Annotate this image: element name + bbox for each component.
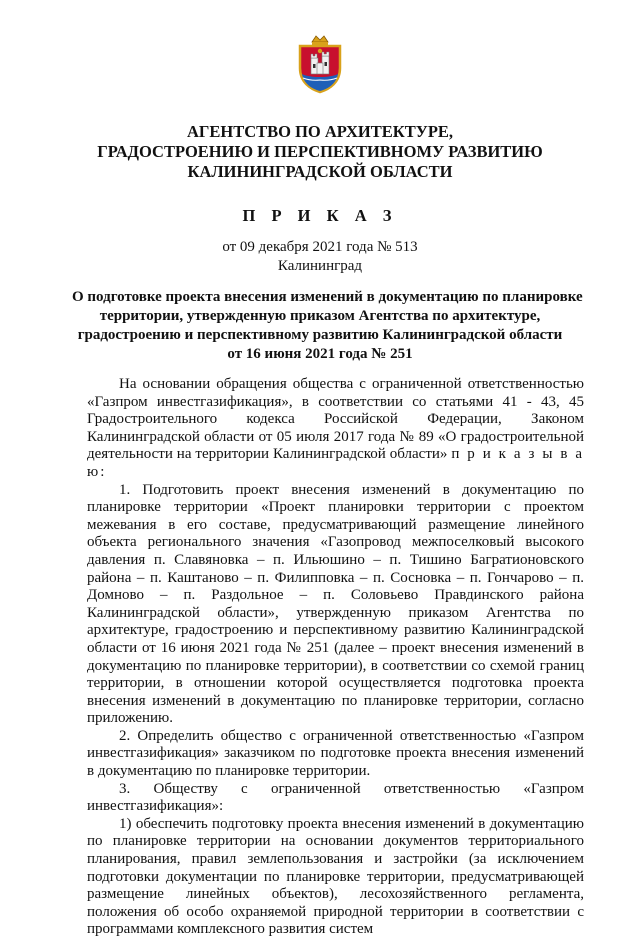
orders-word: п р и к а з ы в а ю:	[87, 446, 585, 480]
order-city: Калининград	[277, 258, 363, 274]
title-line: градостроению и перспективному развитию Калининградской области	[77, 327, 563, 343]
agency-name	[60, 122, 580, 182]
order-date-number: от 09 декабря 2021 года № 513	[222, 239, 418, 255]
order-body	[87, 376, 584, 939]
paragraph-2: 2. Определить общество с ограниченной ответственностью «Газпром инвестгазификация» заказчиком по подготовке проекта внесения изменений в документацию по планировке территории.	[87, 727, 584, 780]
title-line: О подготовке проекта внесения изменений в документацию по планировке	[72, 289, 583, 305]
agency-line: ГРАДОСТРОЕНИЮ И ПЕРСПЕКТИВНОМУ РАЗВИТИЮ	[97, 142, 543, 161]
coat-of-arms-icon	[296, 34, 344, 94]
order-meta	[0, 238, 640, 276]
agency-line: АГЕНТСТВО ПО АРХИТЕКТУРЕ,	[186, 122, 454, 141]
order-title	[72, 288, 583, 364]
paragraph-1: 1. Подготовить проект внесения изменений в документацию по планировке территории «Проект планировки территории с проектом межевания в его составе, предусматривающий размещение линейного объекта регионального значения «Газопровод межпоселковый высокого давления п. Славяновка – п. Ильюшино – п. Тишино Багратионовского района – п. Каштаново – п. Филипповка – п. Сосновка – п. Гончарово – п. Домново – п. Раздольное – п. Соловьево Правдинского района Калининградской области», утвержденную приказом Агентства по архитектуре, градостроению и перспективному развитию Калининградской области от 16 июня 2021 года № 251 (далее – проект внесения изменений в документацию по планировке территории), в соответствии со схемой границ территории, в отношении которой осуществляется подготовка проекта внесения изменений в документацию по планировке территории, согласно приложению.	[87, 481, 584, 727]
title-line: от 16 июня 2021 года № 251	[227, 346, 413, 362]
paragraph-3-1: 1) обеспечить подготовку проекта внесения изменений в документацию по планировке территории на основании документов территориального планирования, правил землепользования и застройки (за исключением подготовки документации по планировке территории, предусматривающей размещение линейных объектов), лесохозяйственного регламента, положения об особо охраняемой природной территории в соответствии с программами комплексного развития систем	[87, 815, 584, 938]
paragraph-3: 3. Обществу с ограниченной ответственностью «Газпром инвестгазификация»:	[87, 780, 584, 815]
intro-text: На основании обращения общества с ограниченной ответственностью «Газпром инвестгазификация», в соответствии со статьями 41 - 43, 45 Градостроительного кодекса Российской Федерации, Законом Калининградской области от 05 июля 2017 года № 89 «О градостроительной деятельности на территории Калининградской области»	[87, 376, 584, 463]
order-heading: П Р И К А З	[242, 206, 398, 225]
intro-paragraph	[87, 376, 584, 482]
title-line: территории, утвержденную приказом Агентства по архитектуре,	[99, 308, 541, 324]
agency-line: КАЛИНИНГРАДСКОЙ ОБЛАСТИ	[187, 162, 453, 181]
